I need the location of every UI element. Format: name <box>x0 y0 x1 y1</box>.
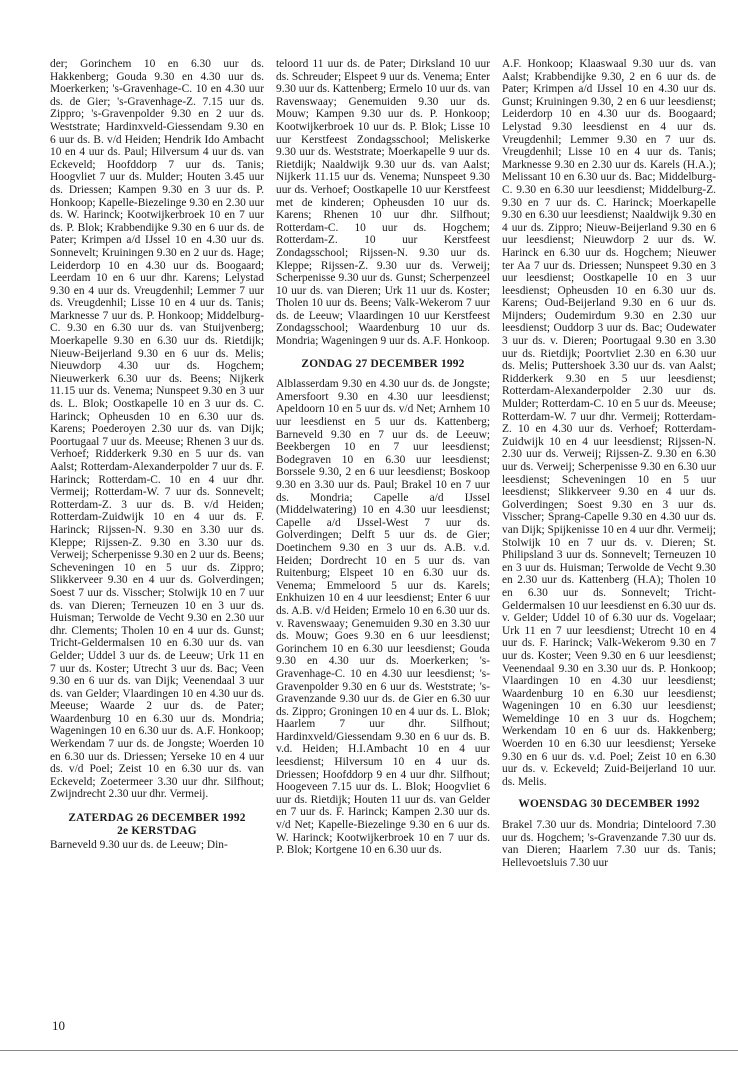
column-3 <box>502 58 716 1008</box>
heading-subline: 2e KERSTDAG <box>117 824 197 837</box>
column-1 <box>50 58 264 1008</box>
section-heading-sunday: ZONDAG 27 DECEMBER 1992 <box>301 357 465 370</box>
section-heading-wednesday: WOENSDAG 30 DECEMBER 1992 <box>518 798 700 811</box>
schedule-text: Brakel 7.30 uur ds. Mondria; Dinteloord 7.30 uur ds. Hogchem; 's-Gravenzande 7.30 uur ds. van Dieren; Haarlem 7.30 uur ds. Tanis; Hellevoetsluis 7.30 uur <box>502 819 716 869</box>
page-number: 10 <box>52 1018 65 1033</box>
heading-line: ZATERDAG 26 DECEMBER 1992 <box>68 812 246 825</box>
bottom-rule <box>0 1050 738 1051</box>
schedule-text: teloord 11 uur ds. de Pater; Dirksland 10 uur ds. Schreuder; Elspeet 9 uur ds. Venema; Enter 9.30 uur ds. Kattenberg; Ermelo 10 uur ds. van Ravenswaay; Genemuiden 9.30 uur ds. Mouw; Kampen 9.30 uur ds. P. Honkoop; Kootwijkerbroek 10 uur ds. P. Blok; Lisse 10 uur Kerstfeest Zondagsschool; Meliskerke 9.30 uur ds. Weststrate; Moerkapelle 9 uur ds. Rietdijk; Naaldwijk 9.30 uur ds. van Aalst; Nijkerk 11.15 uur ds. Venema; Nunspeet 9.30 uur ds. Verhoef; Oostkapelle 10 uur Kerstfeest met de kinderen; Opheusden 10 uur ds. Karens; Rhenen 10 uur dhr. Silfhout; Rotterdam-C. 10 uur ds. Hogchem; Rotterdam-Z. 10 uur Kerstfeest Zondagsschool; Rijssen-N. 9.30 uur ds. Kleppe; Rijssen-Z. 9.30 uur ds. Verweij; Scherpenisse 9.30 uur ds. Gunst; Scherpenzeel 10 uur ds. van Dieren; Urk 11 uur ds. Koster; Tholen 10 uur ds. Beens; Valk-Wekerom 7 uur ds. de Leeuw; Vlaardingen 10 uur Kerstfeest Zondagsschool; Waardenburg 10 uur ds. Mondria; Wageningen 9 uur ds. A.F. Honkoop. <box>276 58 490 348</box>
schedule-text: der; Gorinchem 10 en 6.30 uur ds. Hakkenberg; Gouda 9.30 en 4.30 uur ds. Moerkerken; 's-Gravenhage-C. 10 en 4.30 uur ds. de Gier; 's-Gravenhage-Z. 7.15 uur ds. Zippro; 's-Gravenpolder 9.30 en 2 uur ds. Weststrate; Hardinxveld-Giessendam 9.30 en 6 uur ds. B. v/d Heiden; Hendrik Ido Ambacht 10 en 4 uur ds. Paul; Hilversum 4 uur ds. van Eckeveld; Hoofddorp 7 uur ds. Tanis; Hoogvliet 7 uur ds. Mulder; Houten 3.45 uur ds. Driessen; Kampen 9.30 en 3 uur ds. P. Honkoop; Kapelle-Biezelinge 9.30 en 2.30 uur ds. W. Harinck; Kootwijkerbroek 10 en 7 uur ds. P. Blok; Krabbendijke 9.30 en 6 uur ds. de Pater; Krimpen a/d IJssel 10 en 4.30 uur ds. Sonnevelt; Kruiningen 9.30 en 2 uur ds. Hage; Leiderdorp 10 en 4.30 uur ds. Boogaard; Leerdam 10 en 6 uur dhr. Karens; Lelystad 9.30 en 4 uur ds. Vreugdenhil; Lemmer 7 uur ds. Vreugdenhil; Lisse 10 en 4 uur ds. Tanis; Marknesse 7 uur ds. P. Honkoop; Middelburg-C. 9.30 en 6.30 uur ds. van Stuijvenberg; Moerkapelle 9.30 en 6.30 uur ds. Rietdijk; Nieuw-Beijerland 9.30 en 6 uur ds. Melis; Nieuwdorp 4.30 uur ds. Hogchem; Nieuwerkerk 6.30 uur ds. Beens; Nijkerk 11.15 uur ds. Venema; Nunspeet 9.30 en 3 uur ds. L. Blok; Oostkapelle 10 en 3 uur ds. C. Harinck; Opheusden 10 en 6.30 uur ds. Karens; Poederoyen 2.30 uur ds. van Dijk; Poortugaal 7 uur ds. Meeuse; Rhenen 3 uur ds. Verhoef; Ridderkerk 9.30 en 5 uur ds. van Aalst; Rotterdam-Alexanderpolder 7 uur ds. F. Harinck; Rotterdam-C. 10 en 4 uur dhr. Vermeij; Rotterdam-W. 7 uur ds. Sonnevelt; Rotterdam-Z. 3 uur ds. B. v/d Heiden; Rotterdam-Zuidwijk 10 en 4 uur ds. F. Harinck; Rijssen-N. 9.30 en 3.30 uur ds. Kleppe; Rijssen-Z. 9.30 en 3.30 uur ds. Verweij; Scherpenisse 9.30 en 2 uur ds. Beens; Scheveningen 10 en 5 uur ds. Zippro; Slikkerveer 9.30 en 4 uur ds. Golverdingen; Soest 7 uur ds. Visscher; Stolwijk 10 en 7 uur ds. van Dieren; Terneuzen 10 en 3 uur ds. Huisman; Terwolde de Vecht 9.30 en 2.30 uur dhr. Clements; Tholen 10 en 4 uur ds. Gunst; Tricht-Geldermalsen 10 en 6.30 uur ds. van Gelder; Uddel 3 uur ds. de Leeuw; Urk 11 en 7 uur ds. Koster; Utrecht 3 uur ds. Bac; Veen 9.30 en 6 uur ds. van Dijk; Veenendaal 3 uur ds. van Gelder; Vlaardingen 10 en 4.30 uur ds. Meeuse; Waarde 2 uur ds. de Pater; Waardenburg 10 en 6.30 uur ds. Mondria; Wageningen 10 en 6.30 uur ds. A.F. Honkoop; Werkendam 7 uur ds. de Jongste; Woerden 10 en 6.30 uur ds. Driessen; Yerseke 10 en 4 uur ds. v/d Poel; Zeist 10 en 6.30 uur ds. van Eckeveld; Zoetermeer 3.30 uur dhr. Silfhout; Zwijndrecht 2.30 uur dhr. Vermeij. <box>50 58 264 801</box>
schedule-text: Barneveld 9.30 uur ds. de Leeuw; Din- <box>50 839 228 852</box>
schedule-text: A.F. Honkoop; Klaaswaal 9.30 uur ds. van Aalst; Krabbendijke 9.30, 2 en 6 uur ds. de Pater; Krimpen a/d IJssel 10 en 4.30 uur ds. Gunst; Kruiningen 9.30, 2 en 6 uur leesdienst; Leiderdorp 10 en 4.30 uur ds. Boogaard; Lelystad 9.30 leesdienst en 4 uur ds. Vreugdenhil; Lemmer 9.30 en 7 uur ds. Vreugdenhil; Lisse 10 en 4 uur ds. Tanis; Marknesse 9.30 en 2.30 uur ds. Karels (H.A.); Melissant 10 en 6.30 uur ds. Bac; Middelburg-C. 9.30 en 6.30 uur leesdienst; Middelburg-Z. 9.30 en 7 uur ds. C. Harinck; Moerkapelle 9.30 en 6.30 uur leesdienst; Naaldwijk 9.30 en 4 uur ds. Zippro; Nieuw-Beijerland 9.30 en 6 uur leesdienst; Nieuwdorp 2 uur ds. W. Harinck en 6.30 uur ds. Hogchem; Nieuwer ter Aa 7 uur ds. Driessen; Nunspeet 9.30 en 3 uur leesdienst; Oostkapelle 10 en 3 uur leesdienst; Opheusden 10 en 6.30 uur ds. Karens; Oud-Beijerland 9.30 en 6 uur ds. Mijnders; Oudemirdum 9.30 en 2.30 uur leesdienst; Ouddorp 3 uur ds. Bac; Oudewater 3 uur ds. v. Dieren; Poortugaal 9.30 en 3.30 uur ds. Rietdijk; Poortvliet 2.30 en 6.30 uur ds. Melis; Puttershoek 3.30 uur ds. van Aalst; Ridderkerk 9.30 en 5 uur leesdienst; Rotterdam-Alexanderpolder 2.30 uur ds. Mulder; Rotterdam-C. 10 en 5 uur ds. Meeuse; Rotterdam-W. 7 uur dhr. Vermeij; Rotterdam-Z. 10 en 4.30 uur ds. Verhoef; Rotterdam-Zuidwijk 10 en 4 uur leesdienst; Rijssen-N. 2.30 uur ds. Verweij; Rijssen-Z. 9.30 en 6.30 uur ds. Verweij; Scherpenisse 9.30 en 6.30 uur leesdienst; Scheveningen 10 en 5 uur leesdienst; Slikkerveer 9.30 en 4 uur ds. Golverdingen; Soest 9.30 en 3 uur ds. Visscher; Sprang-Capelle 9.30 en 4.30 uur ds. van Dijk; Spijkenisse 10 en 4 uur dhr. Vermeij; Stolwijk 10 en 7 uur ds. v. Dieren; St. Philipsland 3 uur ds. Sonnevelt; Terneuzen 10 en 3 uur ds. Huisman; Terwolde de Vecht 9.30 en 2.30 uur ds. Kattenberg (H.A); Tholen 10 en 6.30 uur ds. Sonnevelt; Tricht-Geldermalsen 10 uur leesdienst en 6.30 uur ds. v. Gelder; Uddel 10 of 6.30 uur ds. Vogelaar; Urk 11 en 7 uur leesdienst; Utrecht 10 en 4 uur ds. F. Harinck; Valk-Wekerom 9.30 en 7 uur ds. Koster; Veen 9.30 en 6 uur leesdienst; Veenendaal 9.30 en 3.30 uur ds. P. Honkoop; Vlaardingen 10 en 4.30 uur leesdienst; Waardenburg 10 en 6.30 uur leesdienst; Wageningen 10 en 6.30 uur leesdienst; Wemeldinge 10 en 3 uur ds. Hogchem; Werkendam 10 en 6 uur ds. Hakkenberg; Woerden 10 en 6.30 uur leesdienst; Yerseke 9.30 en 6 uur ds. v.d. Poel; Zeist 10 en 6.30 uur ds. v. Eckeveld; Zuid-Beijerland 10 uur. ds. Melis. <box>502 58 716 788</box>
section-heading-saturday <box>50 812 264 837</box>
column-2 <box>276 58 490 1008</box>
schedule-text: Alblasserdam 9.30 en 4.30 uur ds. de Jongste; Amersfoort 9.30 en 4.30 uur leesdienst; Apeldoorn 10 en 5 uur ds. v/d Net; Arnhem 10 uur leesdienst en 5 uur ds. Kattenberg; Barneveld 9.30 en 7 uur ds. de Leeuw; Beekbergen 10 en 7 uur leesdienst; Bodegraven 10 en 6.30 uur leesdienst; Borssele 9.30, 2 en 6 uur leesdienst; Boskoop 9.30 en 3.30 uur ds. Paul; Brakel 10 en 7 uur ds. Mondria; Capelle a/d IJssel (Middelwatering) 10 en 4.30 uur leesdienst; Capelle a/d IJssel-West 7 uur ds. Golverdingen; Delft 5 uur ds. de Gier; Doetinchem 9.30 en 3 uur ds. A.B. v.d. Heiden; Dordrecht 10 en 5 uur ds. van Ruitenburg; Elspeet 10 en 6.30 uur ds. Venema; Emmeloord 5 uur ds. Karels; Enkhuizen 10 en 4 uur leesdienst; Enter 6 uur ds. A.B. v/d Heiden; Ermelo 10 en 6.30 uur ds. v. Ravenswaay; Genemuiden 9.30 en 3.30 uur ds. Mouw; Goes 9.30 en 6 uur leesdienst; Gorinchem 10 en 6.30 uur leesdienst; Gouda 9.30 en 4.30 uur ds. Moerkerken; 's-Gravenhage-C. 10 en 4.30 uur leesdienst; 's-Gravenpolder 9.30 en 6 uur ds. Weststrate; 's-Gravenzande 9.30 uur ds. de Gier en 6.30 uur ds. Zippro; Groningen 10 en 4 uur ds. L. Blok; Haarlem 7 uur dhr. Silfhout; Hardinxveld/Giessendam 9.30 en 6 uur ds. B. v.d. Heiden; H.I.Ambacht 10 en 4 uur leesdienst; Hilversum 10 en 4 uur ds. Driessen; Hoofddorp 9 en 4 uur dhr. Silfhout; Hoogeveen 7.15 uur ds. L. Blok; Hoogvliet 6 uur ds. Rietdijk; Houten 11 uur ds. van Gelder en 7 uur ds. F. Harinck; Kampen 2.30 uur ds. v/d Net; Kapelle-Biezelinge 9.30 en 6 uur ds. W. Harinck; Kootwijkerbroek 10 en 7 uur ds. P. Blok; Kortgene 10 en 6.30 uur ds. <box>276 378 490 857</box>
